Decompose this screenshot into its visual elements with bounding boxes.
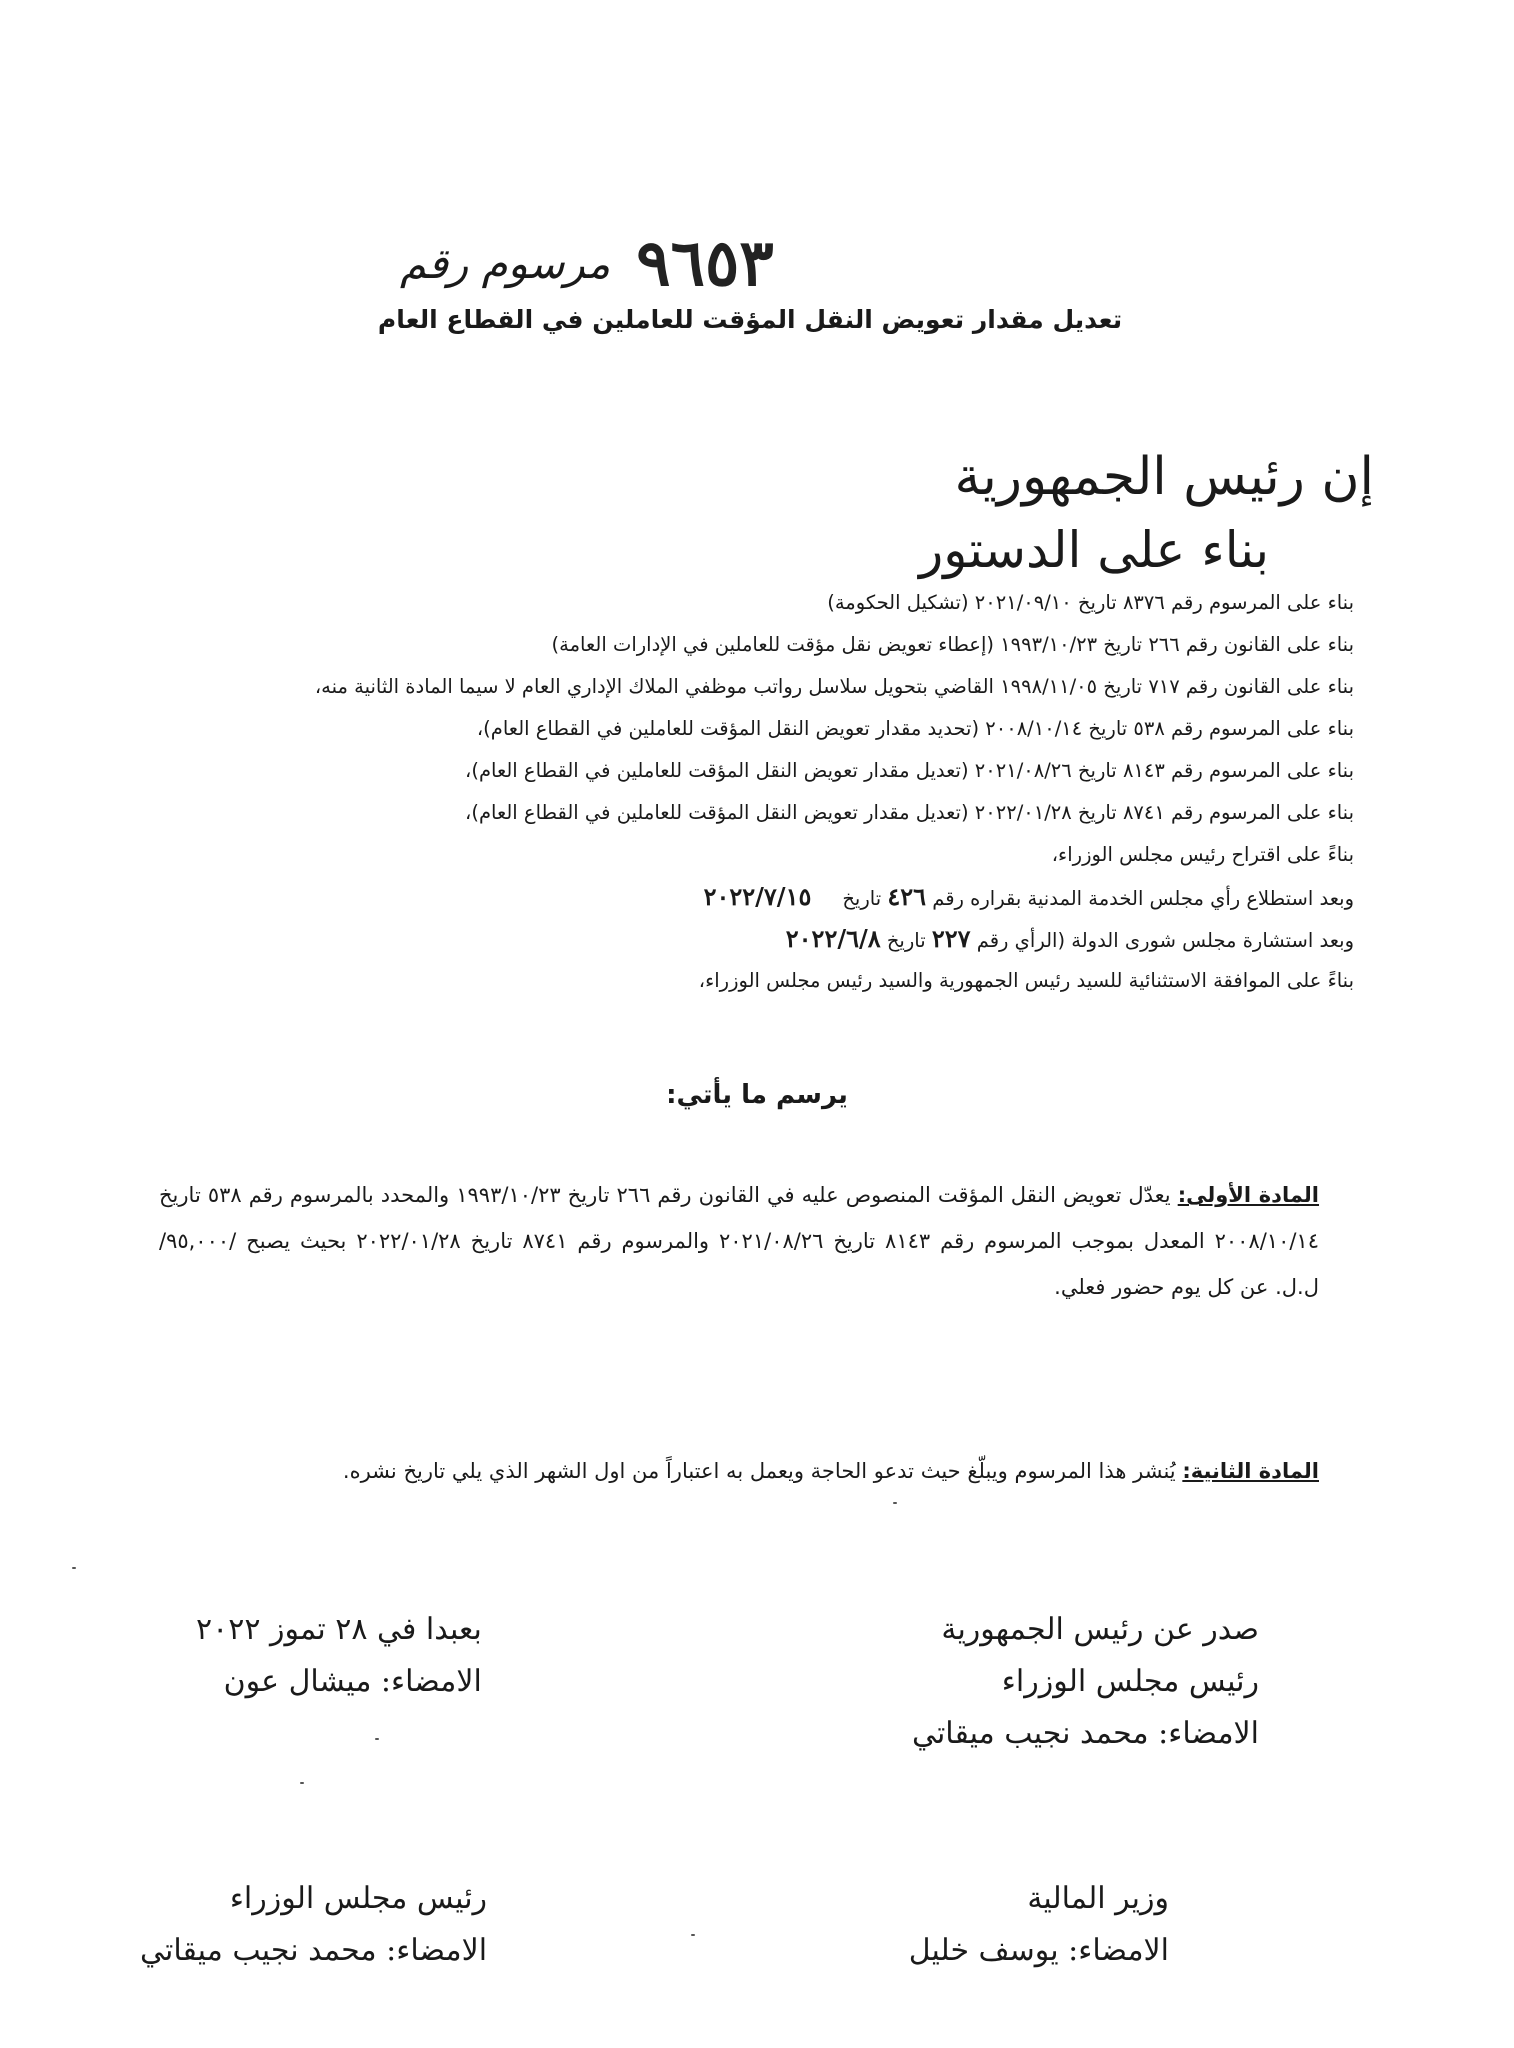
constitution-heading: بناء على الدستور [919,521,1269,579]
signature-issued-block [912,1604,1259,1760]
civil-service-text: وبعد استطلاع رأي مجلس الخدمة المدنية بقراره رقم [932,887,1354,910]
recital-item: بناء على المرسوم رقم ٨٣٧٦ تاريخ ٢٠٢١/٠٩/١٠ (تشكيل الحكومة) [827,591,1354,614]
shura-date-word: تاريخ [886,929,926,952]
recital-civil-service [94,876,1354,918]
signature-president-block [196,1604,482,1708]
signature-line: بعبدا في ٢٨ تموز ٢٠٢٢ [196,1612,482,1647]
signature-line: وزير المالية [1027,1881,1169,1916]
recital-approval: بناءً على الموافقة الاستثنائية للسيد رئيس الجمهورية والسيد رئيس مجلس الوزراء، [698,969,1354,992]
signature-pm-block [140,1873,487,1977]
shura-text: وبعد استشارة مجلس شورى الدولة (الرأي رقم [976,929,1354,952]
civil-service-date-word: تاريخ [842,887,882,910]
article-one [159,1172,1319,1310]
decree-title [400,225,960,301]
decree-number: ٩٦٥٣ [636,225,774,301]
article-two-label: المادة الثانية: [1182,1459,1319,1483]
article-two [159,1448,1319,1494]
civil-service-date: ٢٠٢٢/٧/١٥ [703,882,812,911]
signature-line: الامضاء: يوسف خليل [908,1933,1169,1968]
signature-line: رئيس مجلس الوزراء [229,1881,488,1916]
civil-service-number: ٤٢٦ [887,882,927,911]
scan-speck [72,1567,76,1569]
recital-shura [94,918,1354,960]
article-two-text: يُنشر هذا المرسوم ويبلّغ حيث تدعو الحاجة ويعمل به اعتباراً من اول الشهر الذي يلي تاريخ نشره. [342,1459,1176,1483]
article-one-text: يعدّل تعويض النقل المؤقت المنصوص عليه في القانون رقم ٢٦٦ تاريخ ١٩٩٣/١٠/٢٣ والمحدد بالمرسوم رقم ٥٣٨ تاريخ ٢٠٠٨/١٠/١٤ المعدل بموجب المرسوم رقم ٨١٤٣ تاريخ ٢٠٢١/٠٨/٢٦ والمرسوم رقم ٨٧٤١ تاريخ ٢٠٢٢/٠١/٢٨ بحيث يصبح /٩٥,٠٠٠/ ل.ل. عن كل يوم حضور فعلي. [159,1183,1319,1299]
recital-item: بناء على المرسوم رقم ٥٣٨ تاريخ ٢٠٠٨/١٠/١٤ (تحديد مقدار تعويض النقل المؤقت للعاملين في القطاع العام)، [476,717,1354,740]
signature-line: الامضاء: ميشال عون [223,1664,482,1699]
recitals-list [94,582,1354,1002]
signature-line: صدر عن رئيس الجمهورية [941,1612,1259,1647]
recital-item: بناء على المرسوم رقم ٨٧٤١ تاريخ ٢٠٢٢/٠١/٢٨ (تعديل مقدار تعويض النقل المؤقت للعاملين في القطاع العام)، [465,801,1354,824]
recital-item: بناء على المرسوم رقم ٨١٤٣ تاريخ ٢٠٢١/٠٨/٢٦ (تعديل مقدار تعويض النقل المؤقت للعاملين في القطاع العام)، [465,759,1354,782]
shura-date: ٢٠٢٢/٦/٨ [785,924,881,953]
scan-speck [375,1738,379,1740]
signature-line: الامضاء: محمد نجيب ميقاتي [911,1716,1259,1751]
decree-label: مرسوم رقم [400,238,611,288]
scan-speck [691,1934,695,1936]
signature-line: الامضاء: محمد نجيب ميقاتي [140,1933,488,1968]
president-heading: إن رئيس الجمهورية [954,447,1374,507]
scan-speck [300,1782,304,1784]
signature-line: رئيس مجلس الوزراء [1001,1664,1259,1699]
scan-speck [893,1502,897,1504]
shura-number: ٢٢٧ [931,924,971,953]
recital-item: بناء على القانون رقم ٧١٧ تاريخ ١٩٩٨/١١/٠٥ القاضي بتحويل سلاسل رواتب موظفي الملاك الإداري العام لا سيما المادة الثانية منه، [314,675,1354,698]
decree-subject: تعديل مقدار تعويض النقل المؤقت للعاملين في القطاع العام [377,305,1123,334]
signature-finance-block [909,1873,1169,1977]
article-one-label: المادة الأولى: [1177,1183,1320,1207]
decrees-heading: يرسم ما يأتي: [666,1080,848,1110]
recital-item: بناء على القانون رقم ٢٦٦ تاريخ ١٩٩٣/١٠/٢٣ (إعطاء تعويض نقل مؤقت للعاملين في الإدارات العامة) [551,633,1354,656]
recital-item: بناءً على اقتراح رئيس مجلس الوزراء، [1051,843,1354,866]
